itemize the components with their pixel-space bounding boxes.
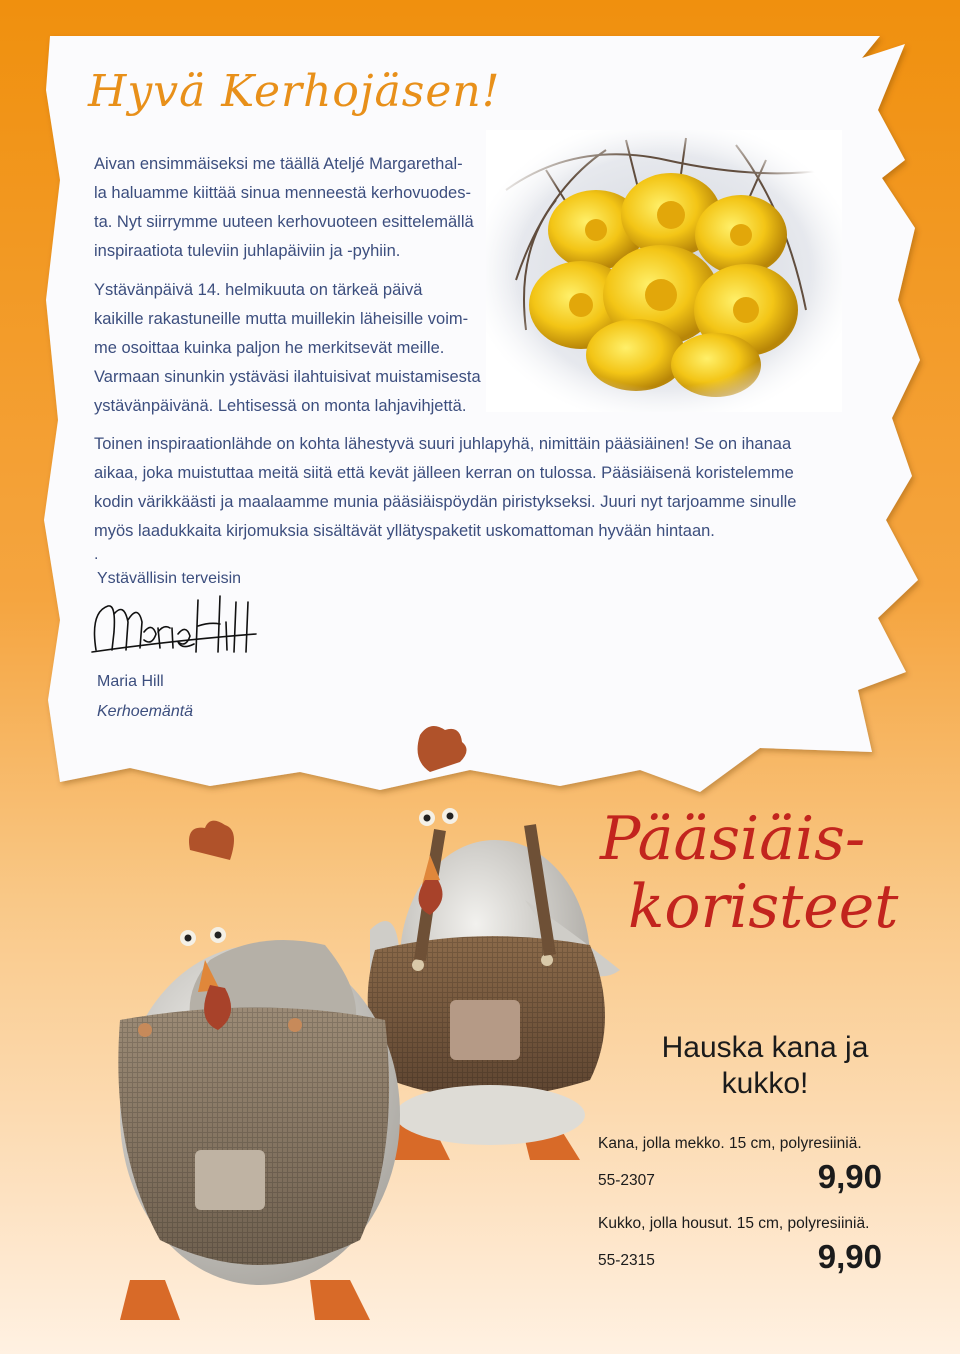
text-line: kodin värikkäästi ja maalaamme munia pääsiäispöydän piristykseksi. Juuri nyt tarjoamme sinulle xyxy=(94,493,797,511)
intro-paragraph xyxy=(94,150,484,266)
daffodils-photo xyxy=(486,130,842,412)
signer-name: Maria Hill xyxy=(97,673,164,690)
text-line: Varmaan sinunkin ystäväsi ilahtuisivat muistamisesta xyxy=(94,368,481,386)
text-line: aikaa, joka muistuttaa meitä siitä että kevät jälleen kerran on tulossa. Pääsiäisenä koristelemme xyxy=(94,464,794,482)
product-code: 55-2307 xyxy=(598,1172,655,1189)
closing-text: Ystävällisin terveisin xyxy=(97,570,242,587)
chicken-figurines-photo xyxy=(100,720,660,1354)
product-description: Kukko, jolla housut. 15 cm, polyresiiniä. xyxy=(598,1215,870,1232)
text-line: Toinen inspiraationlähde on kohta lähestyvä suuri juhlapyhä, nimittäin pääsiäinen! Se on ihanaa xyxy=(94,435,792,453)
text-line: inspiraatiota tuleviin juhlapäiviin ja -pyhiin. xyxy=(94,242,401,260)
product-code: 55-2315 xyxy=(598,1252,655,1269)
text-line: ystävänpäivänä. Lehtisessä on monta lahjavihjettä. xyxy=(94,397,467,415)
text-line: kaikille rakastuneille mutta muillekin läheisille voim- xyxy=(94,310,469,328)
valentine-paragraph xyxy=(94,276,484,421)
easter-decorations-title xyxy=(600,805,940,941)
text-line: me osoittaa kuinka paljon he merkitsevät meille. xyxy=(94,339,445,357)
product-headline: Hauska kana ja kukko! xyxy=(661,1031,869,1100)
signature-image xyxy=(86,592,266,664)
product-description: Kana, jolla mekko. 15 cm, polyresiiniä. xyxy=(598,1135,862,1152)
text-line: ta. Nyt siirrymme uuteen kerhovuoteen esittelemällä xyxy=(94,213,474,231)
text-line: la haluamme kiittää sinua menneestä kerhovuodes- xyxy=(94,184,471,202)
stray-dot: . xyxy=(94,546,99,563)
text-line: myös laadukkaita kirjomuksia sisältävät yllätyspaketit uskomattoman hyvään hintaan. xyxy=(94,522,715,540)
text-line: Ystävänpäivä 14. helmikuuta on tärkeä päivä xyxy=(94,281,423,299)
easter-paragraph xyxy=(94,430,824,546)
signer-role: Kerhoemäntä xyxy=(97,703,194,720)
product-price: 9,90 xyxy=(817,1158,882,1195)
product-price: 9,90 xyxy=(817,1238,882,1275)
greeting-heading: Hyvä Kerhojäsen! xyxy=(88,66,501,117)
text-line: Aivan ensimmäiseksi me täällä Ateljé Margarethal- xyxy=(94,155,463,173)
title-line: Pääsiäis- xyxy=(600,804,866,874)
title-line: koristeet xyxy=(628,872,899,942)
